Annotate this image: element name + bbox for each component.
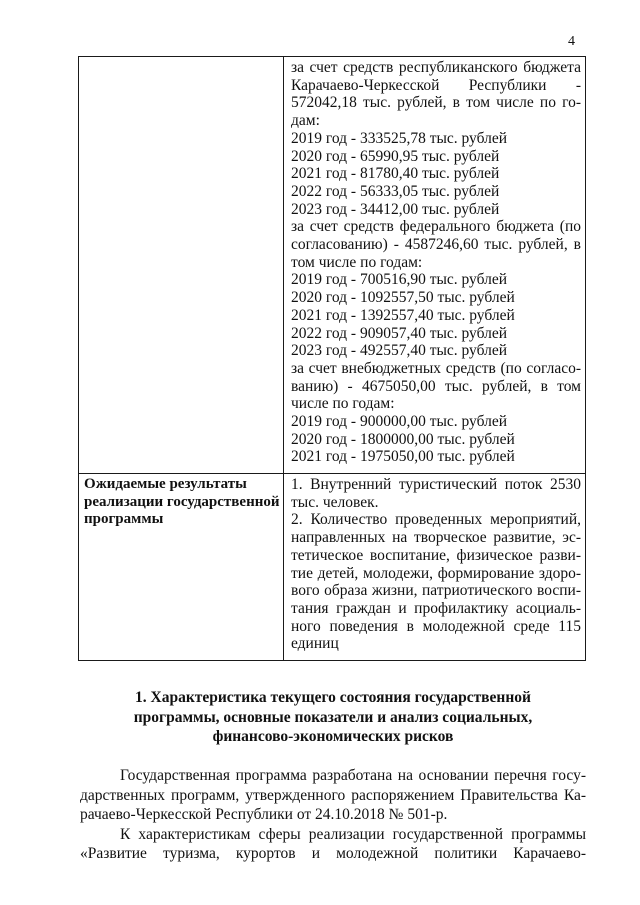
results-line: тетическое воспитание, физическое разви- xyxy=(291,546,581,564)
funding-line: 2020 год - 65990,95 тыс. рублей xyxy=(291,147,500,165)
paragraph-line: К характеристикам сферы реализации государственной программы xyxy=(120,825,586,843)
results-line: вого образа жизни, патриотического воспи- xyxy=(291,582,581,600)
funding-line: за счет средств федерального бюджета (по xyxy=(291,218,581,236)
funding-line: 2020 год - 1800000,00 тыс. рублей xyxy=(291,430,515,448)
funding-line: 2022 год - 56333,05 тыс. рублей xyxy=(291,182,500,200)
results-line: 2. Количество проведенных мероприятий, xyxy=(291,511,581,529)
results-line: тания граждан и профилактику асоциаль- xyxy=(291,599,581,617)
funding-line: 2023 год - 34412,00 тыс. рублей xyxy=(291,200,500,218)
section-body xyxy=(80,766,586,864)
results-line: ного поведения в молодежной среде 115 xyxy=(291,617,581,635)
expected-results-value xyxy=(291,476,581,653)
results-line: единиц xyxy=(291,635,339,653)
table-row-divider xyxy=(79,473,585,474)
expected-results-label xyxy=(84,476,280,529)
section-title-line: финансово-экономических рисков xyxy=(212,728,454,745)
paragraph-line: дарственных программ, утвержденного распоряжением Правительства Ка- xyxy=(80,786,586,804)
section-title xyxy=(80,688,586,747)
funding-line: дам: xyxy=(291,112,320,130)
results-label-line: реализации государственной xyxy=(84,493,280,510)
paragraph xyxy=(80,766,586,825)
funding-line: 2020 год - 1092557,50 тыс. рублей xyxy=(291,289,515,307)
section-title-line: программы, основные показатели и анализ социальных, xyxy=(133,708,533,726)
funding-line: числе по годам: xyxy=(291,395,395,413)
funding-line: 2022 год - 909057,40 тыс. рублей xyxy=(291,324,508,342)
program-passport-table xyxy=(78,56,586,661)
funding-line: 2021 год - 81780,40 тыс. рублей xyxy=(291,165,500,183)
funding-line: согласованию) - 4587246,60 тыс. рублей, в xyxy=(291,236,581,254)
funding-line: 2019 год - 700516,90 тыс. рублей xyxy=(291,271,508,289)
funding-line: 572042,18 тыс. рублей, в том числе по го- xyxy=(291,94,581,112)
paragraph-line: рачаево-Черкесской Республики от 24.10.2018 № 501-р. xyxy=(80,806,448,823)
funding-line: Карачаево-Черкесской Республики - xyxy=(291,76,581,94)
funding-line: 2019 год - 900000,00 тыс. рублей xyxy=(291,413,508,431)
funding-line: за счет внебюджетных средств (по согласо- xyxy=(291,359,581,377)
section-title-line: 1. Характеристика текущего состояния государственной xyxy=(135,689,531,706)
funding-line: 2023 год - 492557,40 тыс. рублей xyxy=(291,342,508,360)
results-line: направленных на творческое развитие, эс- xyxy=(291,529,581,547)
results-label-line: программы xyxy=(84,511,164,528)
results-line: тыс. человек. xyxy=(291,493,379,511)
table-column-divider xyxy=(283,57,284,660)
paragraph-line: «Развитие туризма, курортов и молодежной политики Карачаево- xyxy=(80,845,586,862)
paragraph xyxy=(80,825,586,864)
paragraph-line: Государственная программа разработана на основании перечня госу- xyxy=(120,767,586,784)
funding-sources-cell xyxy=(291,59,581,466)
results-label-line: Ожидаемые результаты xyxy=(84,476,247,492)
results-line: 1. Внутренний туристический поток 2530 xyxy=(291,476,581,493)
funding-line: 2019 год - 333525,78 тыс. рублей xyxy=(291,129,508,147)
funding-line: ванию) - 4675050,00 тыс. рублей, в том xyxy=(291,377,581,395)
funding-line: за счет средств республиканского бюджета xyxy=(291,59,581,76)
funding-line: 2021 год - 1392557,40 тыс. рублей xyxy=(291,306,515,324)
results-line: тие детей, молодежи, формирование здоро- xyxy=(291,564,581,582)
page-number: 4 xyxy=(568,34,575,49)
funding-line: том числе по годам: xyxy=(291,253,423,271)
funding-line: 2021 год - 1975050,00 тыс. рублей xyxy=(291,448,515,466)
